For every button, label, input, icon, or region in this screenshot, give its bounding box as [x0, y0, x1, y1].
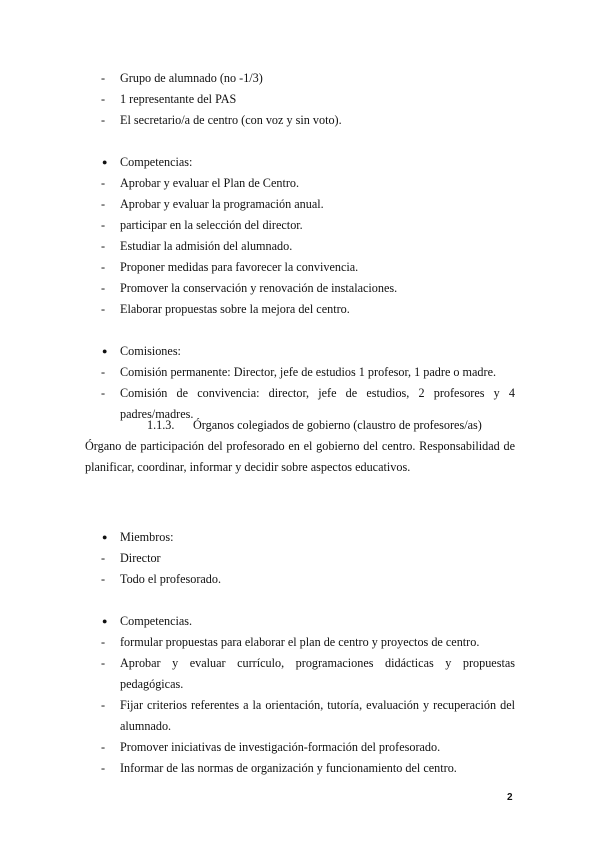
bullet-icon: ●: [102, 532, 108, 542]
dash-marker: -: [101, 239, 106, 253]
list-item-text: Aprobar y evaluar la programación anual.: [120, 197, 324, 211]
list-item-text: Informar de las normas de organización y funcionamiento del centro.: [120, 761, 457, 775]
list-item-text: formular propuestas para elaborar el plan de centro y proyectos de centro.: [120, 635, 480, 649]
dash-marker: -: [101, 761, 106, 775]
dash-marker: -: [101, 365, 106, 379]
dash-marker: -: [101, 176, 106, 190]
dash-marker: -: [101, 92, 106, 106]
dash-marker: -: [101, 113, 106, 127]
list-item-text: Aprobar y evaluar currículo, programaciones didácticas y propuestas pedagógicas.: [120, 656, 515, 691]
list-item-text: Estudiar la admisión del alumnado.: [120, 239, 293, 253]
list-item-text: Aprobar y evaluar el Plan de Centro.: [120, 176, 300, 190]
list-item-text: Comisión de convivencia: director, jefe de estudios, 2 profesores y 4 padres/madres.: [120, 386, 515, 421]
list-item-text: Fijar criterios referentes a la orientación, tutoría, evaluación y recuperación del alumnado.: [120, 698, 515, 733]
bullet-heading-text: Competencias:: [120, 155, 193, 169]
section-title: Órganos colegiados de gobierno (claustro de profesores/as): [193, 418, 482, 432]
page-number: 2: [507, 792, 513, 803]
list-item-text: participar en la selección del director.: [120, 218, 303, 232]
dash-marker: -: [101, 281, 106, 295]
bullet-icon: ●: [102, 616, 108, 626]
dash-marker: -: [101, 260, 106, 274]
dash-marker: -: [101, 635, 106, 649]
dash-marker: -: [101, 698, 106, 712]
list-item-text: Director: [120, 551, 161, 565]
list-item-text: 1 representante del PAS: [120, 92, 237, 106]
bullet-icon: ●: [102, 346, 108, 356]
dash-marker: -: [101, 218, 106, 232]
list-item-text: Promover la conservación y renovación de instalaciones.: [120, 281, 398, 295]
dash-marker: -: [101, 302, 106, 316]
bullet-icon: ●: [102, 157, 108, 167]
dash-marker: -: [101, 572, 106, 586]
dash-marker: -: [101, 71, 106, 85]
list-item-text: Grupo de alumnado (no -1/3): [120, 71, 263, 85]
bullet-heading-text: Competencias.: [120, 614, 193, 628]
bullet-heading-text: Comisiones:: [120, 344, 181, 358]
section-number: 1.1.3.: [147, 418, 175, 432]
list-item-text: Todo el profesorado.: [120, 572, 222, 586]
dash-marker: -: [101, 197, 106, 211]
list-item-text: Elaborar propuestas sobre la mejora del centro.: [120, 302, 350, 316]
list-item-text: Comisión permanente: Director, jefe de estudios 1 profesor, 1 padre o madre.: [120, 365, 497, 379]
list-item-text: Promover iniciativas de investigación-formación del profesorado.: [120, 740, 441, 754]
dash-marker: -: [101, 740, 106, 754]
dash-marker: -: [101, 386, 106, 400]
list-item-text: Proponer medidas para favorecer la convivencia.: [120, 260, 359, 274]
list-item-text: El secretario/a de centro (con voz y sin voto).: [120, 113, 342, 127]
section-paragraph: Órgano de participación del profesorado en el gobierno del centro. Responsabilidad de planificar, coordinar, informar y decidir sobre aspectos educativos.: [85, 439, 515, 474]
section-heading: [147, 415, 482, 436]
bullet-heading-text: Miembros:: [120, 530, 174, 544]
dash-marker: -: [101, 656, 106, 670]
dash-marker: -: [101, 551, 106, 565]
